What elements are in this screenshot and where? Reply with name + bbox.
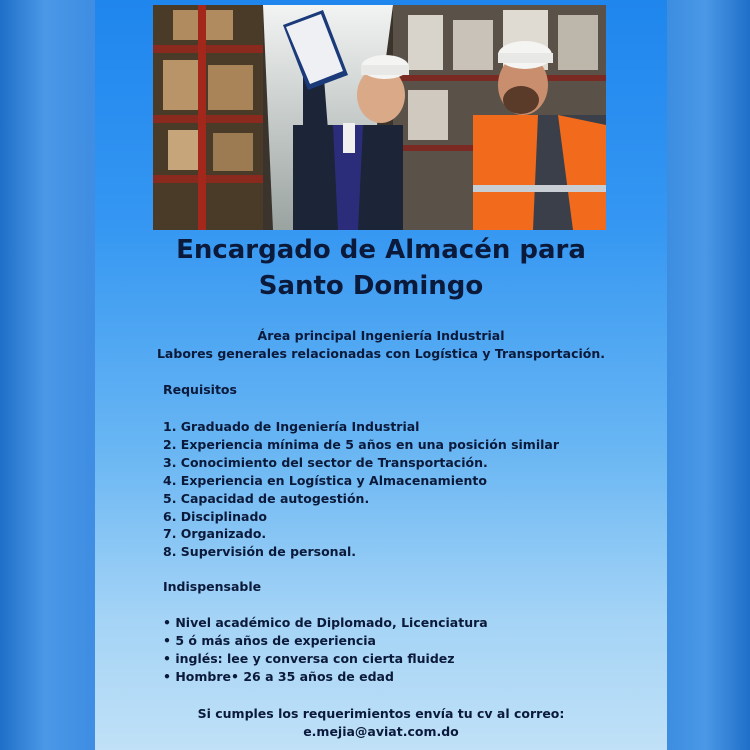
list-item: 7. Organizado.: [163, 526, 267, 542]
list-item: 1. Graduado de Ingeniería Industrial: [163, 419, 420, 434]
contact-footer: [95, 705, 667, 741]
requisitos-heading: Requisitos: [163, 382, 237, 397]
job-title-line-1: Encargado de Almacén para: [176, 235, 586, 265]
list-item: 8. Supervisión de personal.: [163, 544, 357, 560]
requisitos-list: [163, 418, 559, 561]
contact-instructions: Si cumples los requerimientos envía tu cv al correo:: [197, 706, 565, 721]
list-item: • Hombre• 26 a 35 años de edad: [163, 668, 394, 684]
list-item: 6. Disciplinado: [163, 508, 267, 524]
list-item: 3. Conocimiento del sector de Transportación.: [163, 454, 488, 470]
warehouse-workers-photo: [153, 5, 606, 230]
list-item: 2. Experiencia mínima de 5 años en una posición similar: [163, 436, 560, 452]
job-poster: [95, 0, 667, 750]
intro-duties: Labores generales relacionadas con Logística y Transportación.: [156, 346, 606, 361]
list-item: 5. Capacidad de autogestión.: [163, 490, 370, 506]
intro-area: Área principal Ingeniería Industrial: [257, 328, 505, 343]
job-title-line-2: Santo Domingo: [258, 271, 484, 301]
contact-email: e.mejia@aviat.com.do: [303, 724, 459, 739]
indispensable-heading: Indispensable: [163, 579, 262, 594]
list-item: • inglés: lee y conversa con cierta fluidez: [163, 650, 455, 666]
list-item: 4. Experiencia en Logística y Almacenamiento: [163, 472, 487, 488]
list-item: • Nivel académico de Diplomado, Licenciatura: [163, 615, 488, 630]
indispensable-list: [163, 614, 488, 686]
list-item: • 5 ó más años de experiencia: [163, 632, 376, 648]
job-intro: [95, 327, 667, 363]
